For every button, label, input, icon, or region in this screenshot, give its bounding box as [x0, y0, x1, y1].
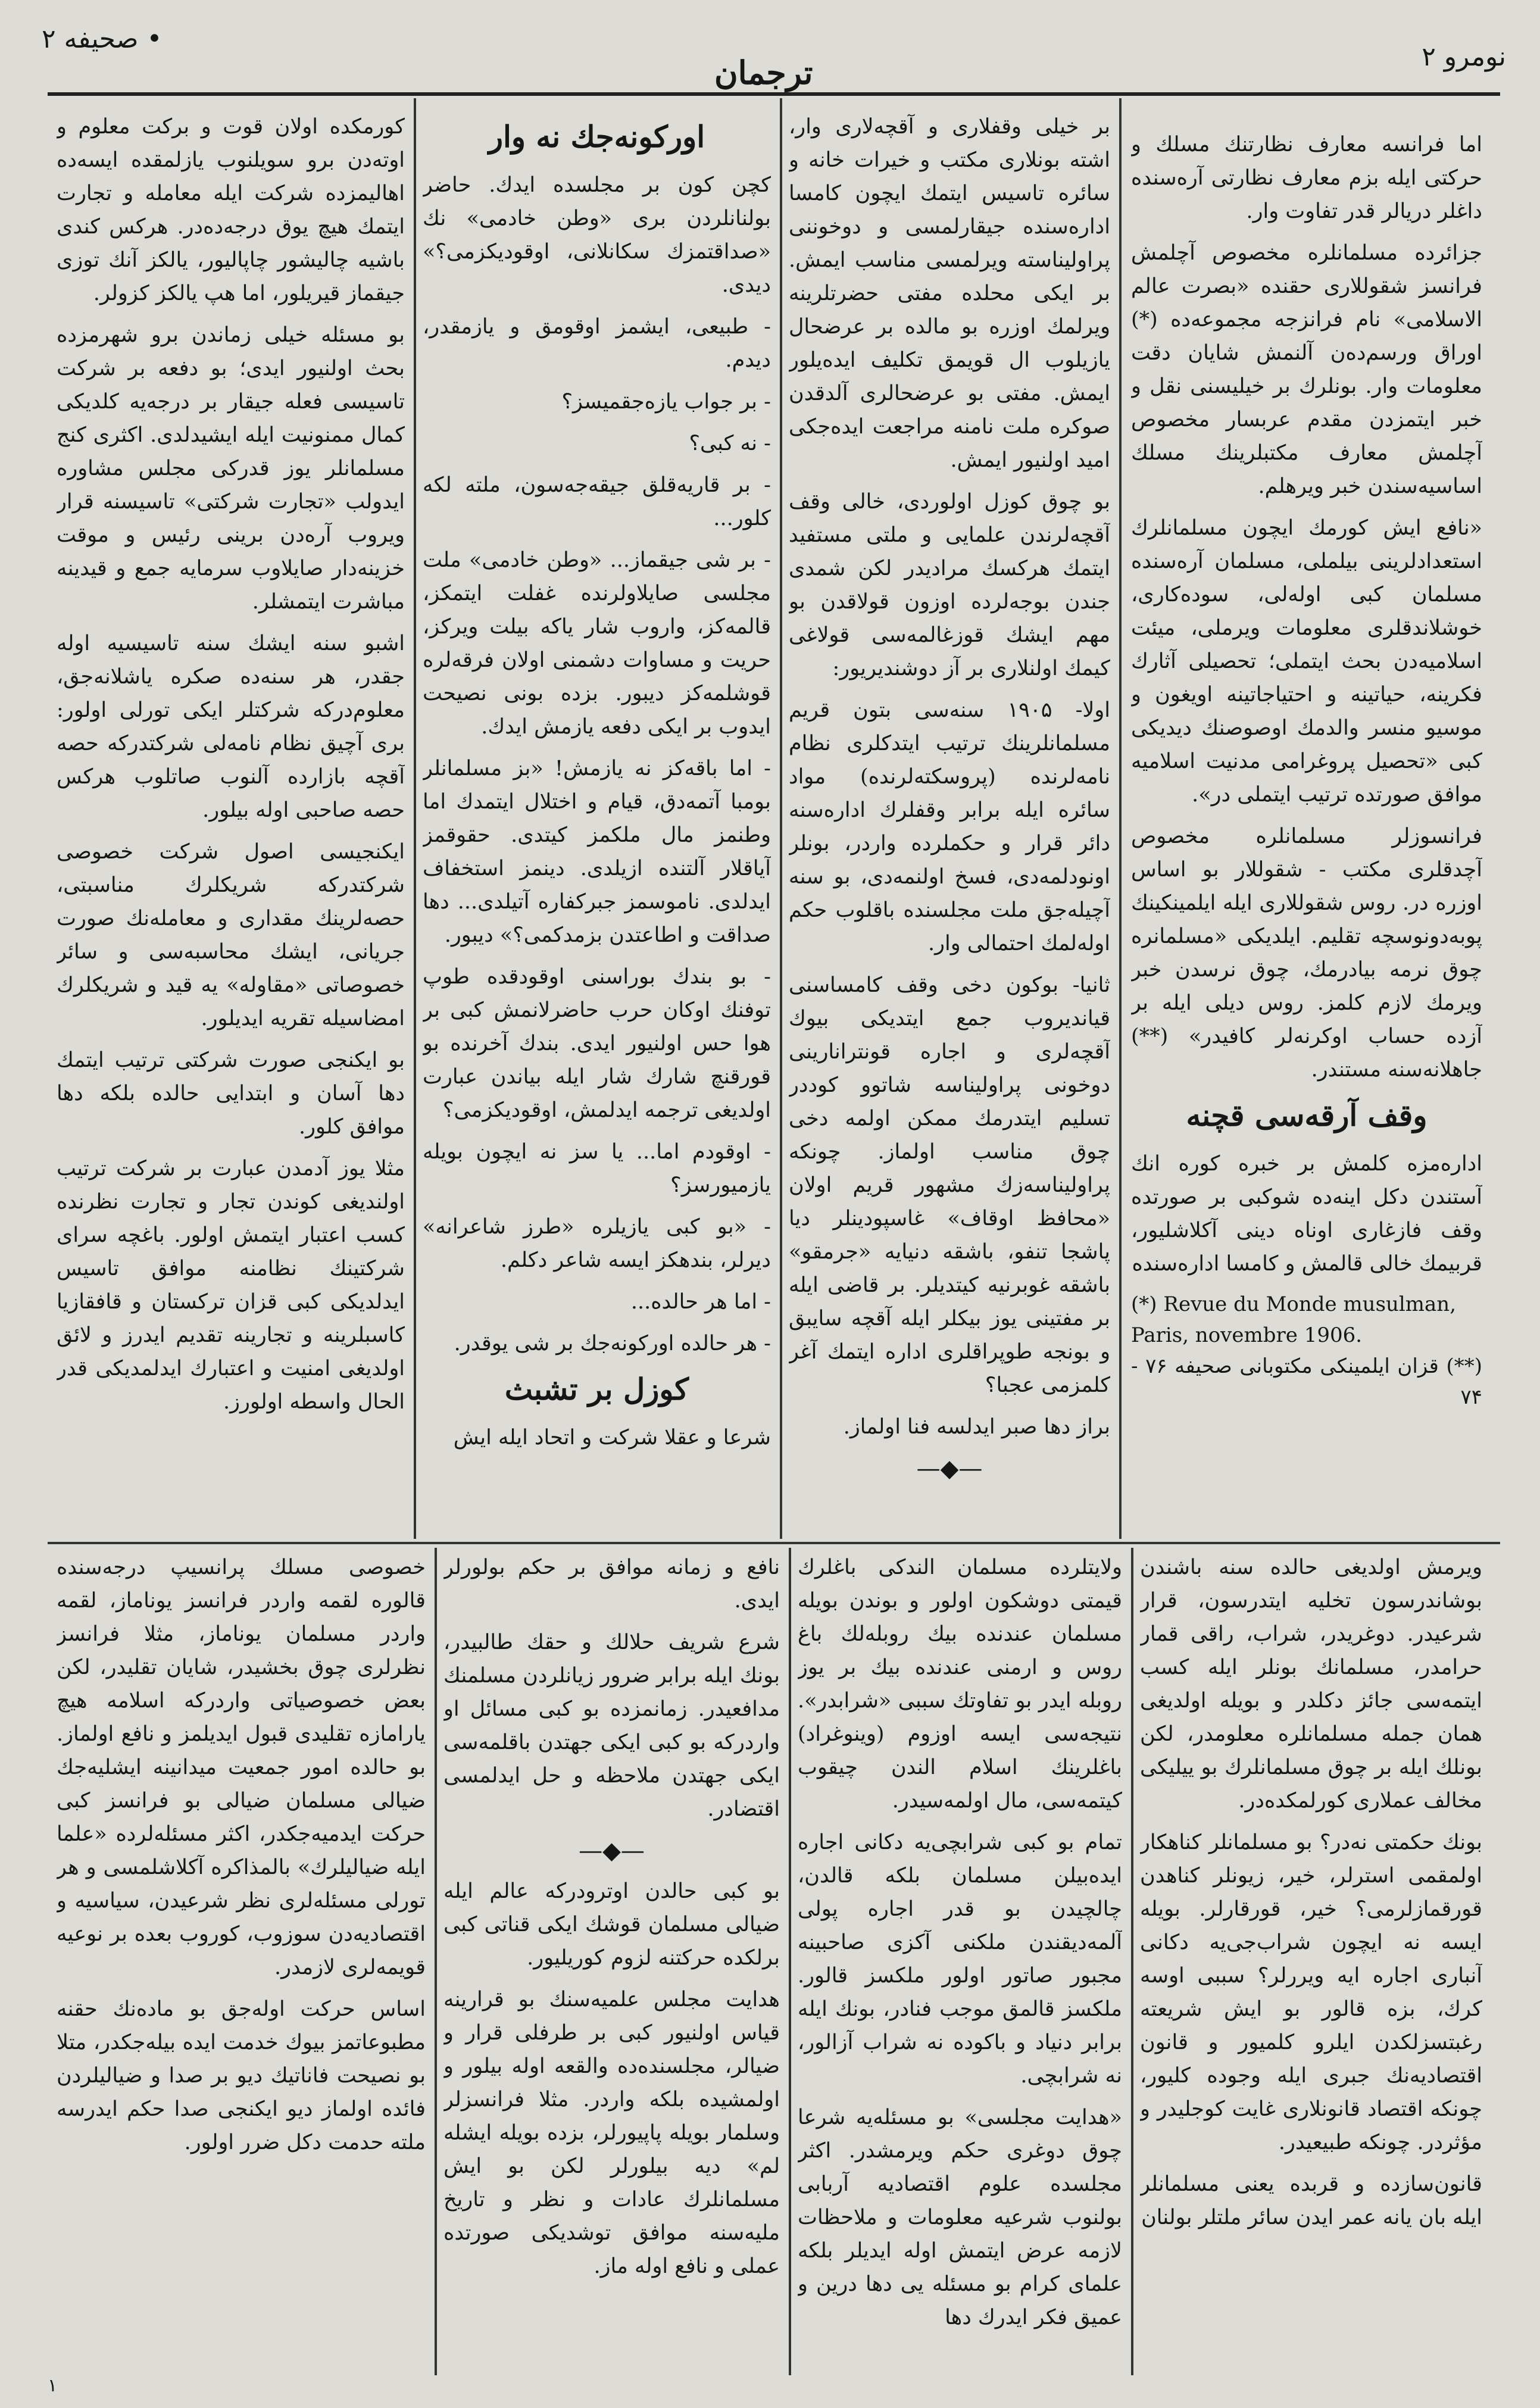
- footnote-latin: [1131, 1289, 1482, 1351]
- article-heading: کوزل بر تشبث: [504, 1372, 689, 1407]
- section-rule: [48, 1542, 1500, 1544]
- column-divider: [780, 98, 782, 1539]
- column-divider: [435, 1548, 437, 2375]
- paragraph: براز دها صبر ایدلسه فنا اولماز.: [843, 1415, 1110, 1439]
- paragraph: شرع شریف حلالك و حقك طالبیدر، بونك ایله برابر ضرور زیانلردن مسلمنك مدافعیدر. زمانمزده بو کبی مسائل او واردرکه بو کبی ایکی جهتدن باقلمه‌سی ایکی جهتدن ملاحظه و حل ایدلمسی اقتضادر.: [443, 1631, 780, 1821]
- paragraph: فرانسوزلر مسلمانلره مخصوص آچدقلری مکتب - شقوللار بو اساس اوزره در. روس شقوللاری ایله ایلمینکینك پوبه‌دونوسچه تقلیم. ایلدیکی «مسلمانره چوق نرمه بیادرمك، چوق نرسدن خبر ویرمك لازم کلمز. روس دیلی ایله بر آزده حساب اوکرنه‌لر کافیدر» (**) جاهلانه‌سنه مستندر.: [1131, 824, 1482, 1082]
- top-column-2: [789, 110, 1110, 1533]
- paragraph: نافع و زمانه موافق بر حکم بولورلر ایدی.: [443, 1556, 780, 1613]
- paragraph: - بر شی جیقماز... «وطن خادمی» ملت مجلسی صایلاولرنده غفلت ایتمکز، قالمه‌کز، واروب شار یاکه بیلت ویرکز، حریت و مساوات دشمنی اولان فرقه‌لره قوشلمه‌کز دیبور. بزده بونی نصیحت ایدوب بر ایکی دفعه یازمش ایدك.: [423, 548, 771, 739]
- paragraph: بونك حکمتی نه‌در؟ بو مسلمانلر کناهکار اولمقمی استرلر، خیر، زیونلر کناهدن قورقمازلرمی؟ خیر، قورقارلر. بویله ایسه نه ایچون شراب‌جی‌یه دکانی آنباری اجاره ایه ویررلر؟ سببی اوسه کرك، بزه قالور بو ایش شریعته رغبتسزلکدن ایلرو کلمیور و قانون اقتصادیه‌نك جبری ایله وجوده کلیور، چونکه اقتصاد قانونلاری غایت کوجلیدر و مؤثردر. چونکه طبیعیدر.: [1140, 1831, 1482, 2154]
- paragraph: بو ایکنجی صورت شرکتی ترتیب ایتمك دها آسان و ابتدایی حالده بلکه دها موافق کلور.: [57, 1048, 405, 1139]
- footnote: (**) قزان ایلمینکی مکتوبانی صحیفه ۷۶ - ۷۴: [1131, 1354, 1482, 1409]
- page-number-label: • صحیفه ۲: [42, 24, 163, 54]
- paragraph: - اما هر حالده...: [630, 1290, 771, 1314]
- column-divider: [789, 1548, 791, 2375]
- paragraph: بر خیلی وقفلاری و آقچه‌لاری وار، اشته بونلاری مکتب و خیرات خانه و سائره تاسیس ایتمك ایچون کامسا اداره‌سنده جیقارلمسی و دوخوننی پراولیناسته ویرلمسی مناسب ایمش. بر ایکی محلده مفتی حضرتلرینه ویرلمك اوزره بو مالده بر عرضحال یازیلوب ال قویمق تکلیف ایده‌یلور ایمش. مفتی بو عرضحالری آلدقدن صوکره ملت نامنه مراجعت ایده‌جکی امید اولنیور ایمش.: [789, 115, 1110, 472]
- paragraph: اما فرانسه معارف نظارتنك مسلك و حرکتی ایله بزم معارف نظارتی آره‌سنده داغلر دریالر قدر تفاوت وار.: [1131, 133, 1482, 223]
- paragraph: هدایت مجلس علمیه‌سنك بو قرارینه قیاس اولنیور کبی بر طرفلی قرار و ضیالر، مجلسنده‌ده والقعه اوله بیلور و اولمشیده بلکه واردر. مثلا فرانسزلر وسلمار بویله پاپیورلر، بزده بویله ایشله لم» دیه بیلورلر لکن بو ایش مسلمانلرك عادات و نظر و تاریخ ملیه‌سنه موافق توشدیکی صورتده عملی و نافع اوله ماز.: [443, 1988, 780, 2278]
- paragraph: تمام بو کبی شرابچی‌یه دکانی اجاره ایده‌بیلن مسلمان بلکه قالدن، چالچیدن بو قدر اجاره پولی آلمه‌دیقندن ملکنی آکزی صاحبینه مجبور صاتور اولور ملکسز قالور. ملکسز قالمق موجب فنادر، بونك ایله برابر دنیاد و باکوده نه شراب آزالور، نه شرابچی.: [798, 1831, 1122, 2088]
- paragraph: - اما باقه‌کز نه یازمش! «بز مسلمانلر بومبا آتمه‌دق، قیام و اختلال ایتمدك اما وطنمز مال ملکمز کیتدی. حقوقمز آیاقلار آلتنده ازیلدی. دینمز استخفاف ایدلدی. ناموسمز جبرکفاره آتیلدی... دها صداقت و اطاعتدن بزمدکمی؟» دیبور.: [423, 757, 771, 947]
- paragraph: - بو بندك بوراسنی اوقودقده طوپ توفنك اوکان حرب حاضرلانمش کبی بر هوا حس اولنیور ایدی. بندك آخرنده بو قورقنچ شارك شار ایله بیاندن عبارت اولدیغی ترجمه ایدلمش، اوقودیکزمی؟: [423, 965, 771, 1122]
- masthead-rule: [48, 92, 1500, 96]
- ornament-divider: —◆—: [579, 1837, 645, 1864]
- bottom-column-1: [1140, 1551, 1482, 2372]
- paragraph: ولایتلرده مسلمان الندکی باغلرك قیمتی دوشکون اولور و بوندن بویله مسلمان عندنده بیك روبله‌لك باغ روس و ارمنی عندنده بیك بر یوز روبله ایدر بو تفاوتك سببی «شرابدر». نتیجه‌سی ایسه اوزوم (وینوغراد) باغلرینك اسلام الندن چیقوب کیتمه‌سی، مال اولمه‌سیدر.: [798, 1556, 1122, 1813]
- footnote-citation: Revue du Monde musulman, Paris, novembre 1906.: [1131, 1292, 1457, 1347]
- paragraph: - هر حالده اورکونه‌جك بر شی یوقدر.: [454, 1332, 771, 1356]
- paragraph: بو مسئله خیلی زماندن برو شهرمزده بحث اولنیور ایدی؛ بو دفعه بر شرکت تاسیسی فعله جیقار بر درجه‌یه کلدیکی کمال ممنونیت ایله ایشیدلدی. اکثری کنج مسلمانلر یوز قدرکی مجلس مشاوره ایدولب «تجارت شرکتی» تاسیسنه قرار ویروب آره‌دن برینی رئیس و موقت خزینه‌دار صایلاوب سرمایه جمع و قیدینه مباشرت ایتمشلر.: [57, 323, 405, 614]
- paragraph: ثانیا- بوکون دخی وقف کامسا‌سنی قیاندیروب جمع ایتدیکی بیوك آقچه‌لری و اجاره قونترانارینی دوخونی پراولیناسه شاتوو کوددر تسلیم ایتدرمك ممکن اولمه دخی چوق مناسب اولماز. چونکه پراولیناسه‌زك مشهور قریم اولان «محافظ اوقاف» غاسپودینلر دیا پاشجا تنفو، باشقه دنیایه «جرمقو» باشقه غوبرنیه کیتدیلر. بر قاضی ایله بر مفتینی یوز بیکلر ایله آقچه سایبق و بونجه طوپراقلری اداره ایتمك آغر کلمزمی عجبا؟: [789, 973, 1110, 1397]
- paragraph: - «بو کبی یازیلره «طرز شاعرانه» دیرلر، بندهکز ایسه شاعر دکلم.: [423, 1215, 771, 1272]
- paragraph: اداره‌مزه کلمش بر خبره کوره انك آستندن دکل اینه‌ده شوکبی بر صورتده وقف فازغاری اوناه دینی آکلاشلیور، قربیمك خالی قالمش و کامسا اداره‌سنده: [1131, 1152, 1482, 1276]
- paragraph: - نه کبی؟: [689, 432, 771, 455]
- paragraph: اساس حرکت اوله‌جق بو ماده‌نك حقنه مطبوعاتمز بیوك خدمت ایده بیله‌جکدر، متلا بو نصیحت فاناتیك دیو بر صدا و ضیالیلردن فائده اولماز دیو ایکنجی صدا حکم ایدرسه ملته حدمت دکل ضرر اولور.: [57, 1997, 426, 2154]
- paragraph: جزائرده مسلمانلره مخصوص آچلمش فرانسز شقوللاری حقنده «بصرت عالم الاسلامی» نام فرانزجه مجموعه‌ده (*) اوراق ورسم‌ده‌ن آلنمش شایان دقت معلومات وار. بونلرك بر خیلیسنی نقل و خبر ایتمزدن مقدم عربسار مخصوص آچلمش معارف مکتبلرینك مسلك اساسیه‌سندن خبر ویرهلم.: [1131, 241, 1482, 498]
- paragraph: - طبیعی، ایشمز اوقومق و یازمقدر، دیدم.: [423, 315, 771, 372]
- ornament-divider: —◆—: [916, 1455, 983, 1482]
- paragraph: کچن کون بر مجلسده ایدك. حاضر بولنانلردن بری «وطن خادمی» نك «صداقتمزك سکانلانی، اوقودیکزمی؟» دیدی.: [423, 173, 771, 297]
- paragraph: اشبو سنه ایشك سنه تاسیسیه اوله جقدر، هر سنه‌ده صکره یاشلانه‌جق، معلوم‌درکه شرکتلر ایکی تورلی اولور: بری آچیق نظام نامه‌لی شرکتدرکه حصه آقچه بازارده آلنوب صاتلوب هرکس حصه صاحبی اوله بیلور.: [57, 632, 405, 822]
- paragraph: «هدایت مجلسی» بو مسئله‌یه شرعا چوق دوغری حکم ویرمشدر. اکثر مجلسده علوم اقتصادیه آربابی بولنوب شرعیه معلومات و ملاحظات لازمه عرض ایتمش اوله ایدیلر بلکه علمای کرام بو مسئله یی دها درین و عمیق فکر ایدرك دها: [798, 2106, 1122, 2329]
- paragraph: کورمکده اولان قوت و برکت معلوم و اوته‌دن برو سویلنوب یازلمقده ایسه‌ده اهالیمزده شرکت ایله معامله و تجارت ایتمك هیچ یوق درجه‌ده‌در. هرکس کندی باشیه چالیشور چاپالیور، یالکز آنك توزی جیقماز قیریلور، اما هپ یالکز کزولر.: [57, 115, 405, 305]
- section-heading: وقف آرقه‌سی قچنه: [1186, 1098, 1427, 1133]
- footnote-marker: (*): [1131, 1292, 1157, 1316]
- column-divider: [414, 98, 416, 1539]
- paragraph: - بر قاریه‌قلق جیقه‌جه‌سون، ملته لکه کلور...: [423, 473, 771, 530]
- column-divider: [1131, 1548, 1133, 2375]
- paragraph: «نافع ایش کورمك ایچون مسلمانلرك استعدادلرینی بیلملی، مسلمان آره‌سنده مسلمان کبی اوله‌لی، سوده‌کاری، خوشلاندقلری معلومات ویرملی، میئت اسلامیه‌دن بحث ایتملی؛ تحصیلی آثارك فکرینه، حیاتینه و احتیاجاتینه اویغون و موسیو منسر والدمك اوصوصنك دیدیکی کبی «تحصیل پروغرامی مدنیت اسلامیه موافق صورتده ترتیب ایتملی در».: [1131, 516, 1482, 807]
- article-heading: اورکونه‌جك نه وار: [488, 119, 705, 154]
- top-column-4: [57, 110, 405, 1533]
- bottom-column-3: [443, 1551, 780, 2372]
- paragraph: شرعا و عقلا شرکت و اتحاد ایله ایش: [453, 1426, 771, 1450]
- paragraph: - اوقودم اما... یا سز نه ایچون بویله یازمیورسز؟: [423, 1140, 771, 1197]
- top-column-1: [1131, 128, 1482, 1533]
- paragraph: مثلا یوز آدمدن عبارت بر شرکت ترتیب اولندیغی کوندن تجار و تجارت نظرنده کسب اعتبار ایتمش اولور. باغچه سرای شرکتینك نظامنه موافق تاسیس ایدلدیکی کبی قزان ترکستان و قافقازیا کاسبلرینه و تجارینه تقدیم ایدرز و لائق اولدیغی امنیت و اعتبارك ایدلمدیکی قدر الحال واسطه اولورز.: [57, 1157, 405, 1414]
- paragraph: ویرمش اولدیغی حالده سنه باشندن بوشاندرسون تخلیه ایتدرسون، قرار شرعیدر. دوغریدر، شراب، راقی قمار حرامدر، مسلمانك بونلر ایله کسب ایتمه‌سی جائز دکلدر و بویله اولدیغی همان جمله مسلمانلره معلومدر، لکن بونلك ایله بر چوق مسلمانلرك بو ییلیکی مخالف عملاری کورلمکده‌در.: [1140, 1556, 1482, 1813]
- bottom-column-2: [798, 1551, 1122, 2372]
- paragraph: ایکنجیسی اصول شرکت خصوصی شرکتدرکه شریکلرك مناسبتی، حصه‌لرینك مقداری و معامله‌نك صورت جریانی، ایشك محاسبه‌سی و سائر خصوصاتی «مقاوله» یه قید و شریکلرك امضاسیله تقریه ایدیلور.: [57, 840, 405, 1030]
- column-divider: [1119, 98, 1122, 1539]
- paragraph: قانون‌سازده و قربده یعنی مسلمانلر ایله بان یانه عمر ایدن سائر ملتلر بولنان: [1140, 2172, 1482, 2229]
- top-column-3: [423, 110, 771, 1533]
- bottom-column-4: [57, 1551, 426, 2372]
- paragraph: بو کبی حالدن اوترودرکه عالم ایله ضیالی مسلمان قوشك ایکی قناتی کبی برلکده حرکتنه لزوم کوریلیور.: [443, 1879, 780, 1970]
- paragraph: - بر جواب یازه‌جقمیسز؟: [561, 390, 771, 414]
- paragraph: اولا- ۱۹۰۵ سنه‌سی بتون قریم مسلمانلرینك ترتیب ایتدکلری نظام نامه‌لرنده (پروسکته‌لرنده) مواد سائره ایله برابر وقفلرك اداره‌سنه دائر قرار و حکملرده واردر، بونلر اونودلمه‌دی، فسخ اولنمه‌دی، بو سنه آچیله‌جق ملت مجلسنده باقلوب حکم اوله‌لمك احتمالی وار.: [789, 698, 1110, 955]
- issue-number-label: نومرو ۲: [1422, 42, 1506, 72]
- paragraph: خصوصی مسلك پرانسیپ درجه‌سنده قالوره لقمه واردر فرانسز یوناماز، لقمه واردر مسلمان یوناماز، مثلا فرانسز نظرلری چوق بخشیدر، شایان تقلیدر، لکن بعض خصوصیاتی واردرکه اسلامه هیچ یارامازه تقلیدی قبول ایدیلمز و نافع اولماز. بو حالده امور جمعیت میدانینه ایشلیه‌جك ضیالی مسلمان ضیالی بو فرانسز کبی حرکت ایدمیه‌جکدر، اکثر مسئله‌لرده «علما ایله ضیالیلرك» بالمذاکره آکلاشلمسی و هر تورلی مسئله‌لری نظر شرعیدن، سیاسیه و اقتصادیه‌دن سوزوب، کوروب بعده بر نوعیه قویمه‌لری لازمدر.: [57, 1556, 426, 1979]
- paper-title: ترجمان: [714, 54, 813, 92]
- page-corner-mark: ١: [48, 2375, 58, 2396]
- paragraph: بو چوق کوزل اولوردی، خالی وقف آقچه‌لرندن علمایی و ملتی مستفید ایتمك هرکسك مرادیدر لکن شمدی جندن بوجه‌لرده اوزون قولاقدن بو مهم ایشك قوزغالمه‌سی قولاغی کیمك اولنلاری بر آز دوشندیریور:: [789, 490, 1110, 680]
